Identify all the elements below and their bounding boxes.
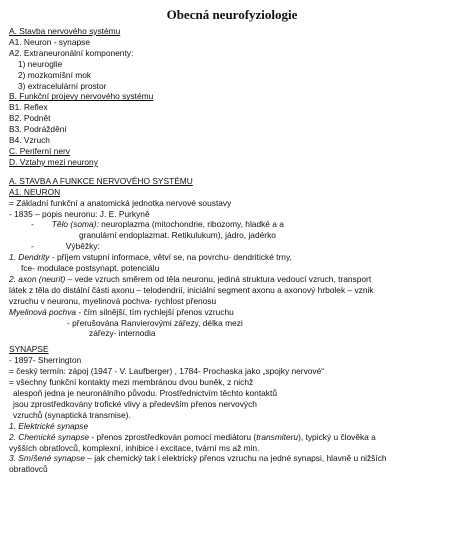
document-page: [9, 7, 455, 475]
paragraph-line: - 1835 – popis neuronu: J. E. Purkyně: [9, 208, 150, 219]
paragraph-line: vyšších obratlovců, komplexní, inhibice i excitace, tvární ms až min.: [9, 442, 260, 453]
paragraph-line: [9, 432, 455, 443]
paragraph-line: alespoň jedna je neuronálního původu. Prostřednictvím těchto kontaktů: [13, 388, 277, 398]
term-soma: Tělo (soma):: [51, 219, 99, 230]
toc-heading-c: C. Periferní nerv: [9, 145, 70, 156]
toc-item-b2: B2. Podnět: [9, 113, 51, 124]
paragraph-line: 1. Elektrické synapse: [9, 420, 89, 431]
term-text: – vede vzruch směrem od těla neuronu, jediná struktura vedoucí vzruch, transport: [65, 273, 372, 284]
section-synapse: [9, 344, 455, 475]
section-heading: A. STAVBA A FUNKCE NERVOVÉHO SYSTÉMU: [9, 175, 193, 186]
toc-item-b4: B4. Vzruch: [9, 135, 50, 146]
term-text: - příjem vstupní informace, větví se, na povrchu- dendritické trny,: [49, 252, 292, 263]
paragraph-line: - 1897- Sherrington: [9, 355, 82, 366]
term-mixed: 3. Smíšené synapse: [9, 453, 85, 464]
toc-item-b3: B3. Podráždění: [9, 124, 67, 135]
subsection-heading: SYNAPSE: [9, 344, 49, 355]
paragraph-line: [9, 453, 455, 464]
subsection-heading: A1. NEURON: [9, 186, 61, 197]
paragraph-line: - přerušována Ranvierovými zářezy, délka mezi: [67, 317, 243, 328]
toc-subitem: 3) extracelulární prostor: [18, 80, 107, 91]
paragraph-line: fce- modulace postsynapt. potenciálu: [21, 263, 160, 274]
paragraph-line: [9, 274, 455, 285]
paragraph-line: látek z těla do distální části axonu – telodendrií, iniciální segment axonu a axonový hrbolek – vznik: [9, 284, 374, 295]
toc-heading-b: B. Funkční projevy nervového systému: [9, 91, 154, 102]
toc-subitem: 2) mozkomíšní mok: [18, 69, 92, 80]
toc-heading-d: D. Vztahy mezi neurony: [9, 156, 98, 167]
term-dendrity: 1. Dendrity: [9, 252, 50, 263]
paragraph-line: = všechny funkční kontakty mezi membránou dvou buněk, z nichž: [9, 377, 254, 388]
paragraph-line: vzruchů (synaptická transmise).: [13, 409, 131, 420]
page-title: Obecná neurofyziologie: [166, 7, 298, 22]
term-text: – jak chemický tak i elektrický přenos vzruchu na jedné synapsi, hlavně u nižších: [84, 453, 387, 464]
term-myelin: Myelinová pochva: [9, 306, 77, 317]
term-text: Výběžky:: [65, 241, 100, 252]
bullet-dash: -: [31, 219, 34, 230]
paragraph-line: = Základní funkční a anatomická jednotka nervové soustavy: [9, 197, 232, 208]
toc-item-a1: A1. Neuron - synapse: [9, 36, 91, 47]
paragraph-line: = český termín: zápoj (1947 - V. Laufberger) , 1784- Prochaska jako „spojky nervové“: [9, 366, 325, 377]
bullet-dash: -: [31, 241, 34, 252]
toc-heading-a: A. Stavba nervového systému: [9, 26, 121, 36]
paragraph-line: [9, 307, 455, 318]
toc-subitem: 1) neuroglie: [18, 58, 63, 69]
paragraph-line: vzruchu v neuronu, myelinová pochva- rychlost přenosu: [9, 295, 217, 306]
paragraph-line: jsou zprostředkovány trofické vlivy a především přenos nervových: [13, 398, 257, 409]
paragraph-line: [9, 252, 455, 263]
paragraph-line: obratlovců: [9, 464, 48, 475]
paragraph-line: granulární endoplazmat. Retikulukum), jádro, jadérko: [79, 230, 276, 241]
table-of-contents: [9, 26, 455, 168]
paragraph-line: [9, 219, 455, 230]
term-text: - přenos zprostředkován pomocí mediátoru (: [89, 431, 257, 442]
section-neuron: [9, 176, 455, 340]
term-transmitter: transmiteru: [256, 431, 299, 442]
term-axon: 2. axon (neurit): [9, 273, 66, 284]
term-text: neuroplazma (mitochondrie, ribozomy, hladké a a: [98, 219, 284, 230]
paragraph-line: [9, 241, 455, 252]
toc-item-b1: B1. Reflex: [9, 102, 48, 113]
term-text: ), typický u člověka a: [298, 431, 376, 442]
toc-item-a2: A2. Extraneuronální komponenty:: [9, 47, 134, 58]
paragraph-line: zářezy- internodia: [89, 328, 156, 339]
term-text: - čím silnější, tím rychlejší přenos vzruchu: [76, 306, 234, 317]
term-chemical: 2. Chemické synapse: [9, 431, 90, 442]
